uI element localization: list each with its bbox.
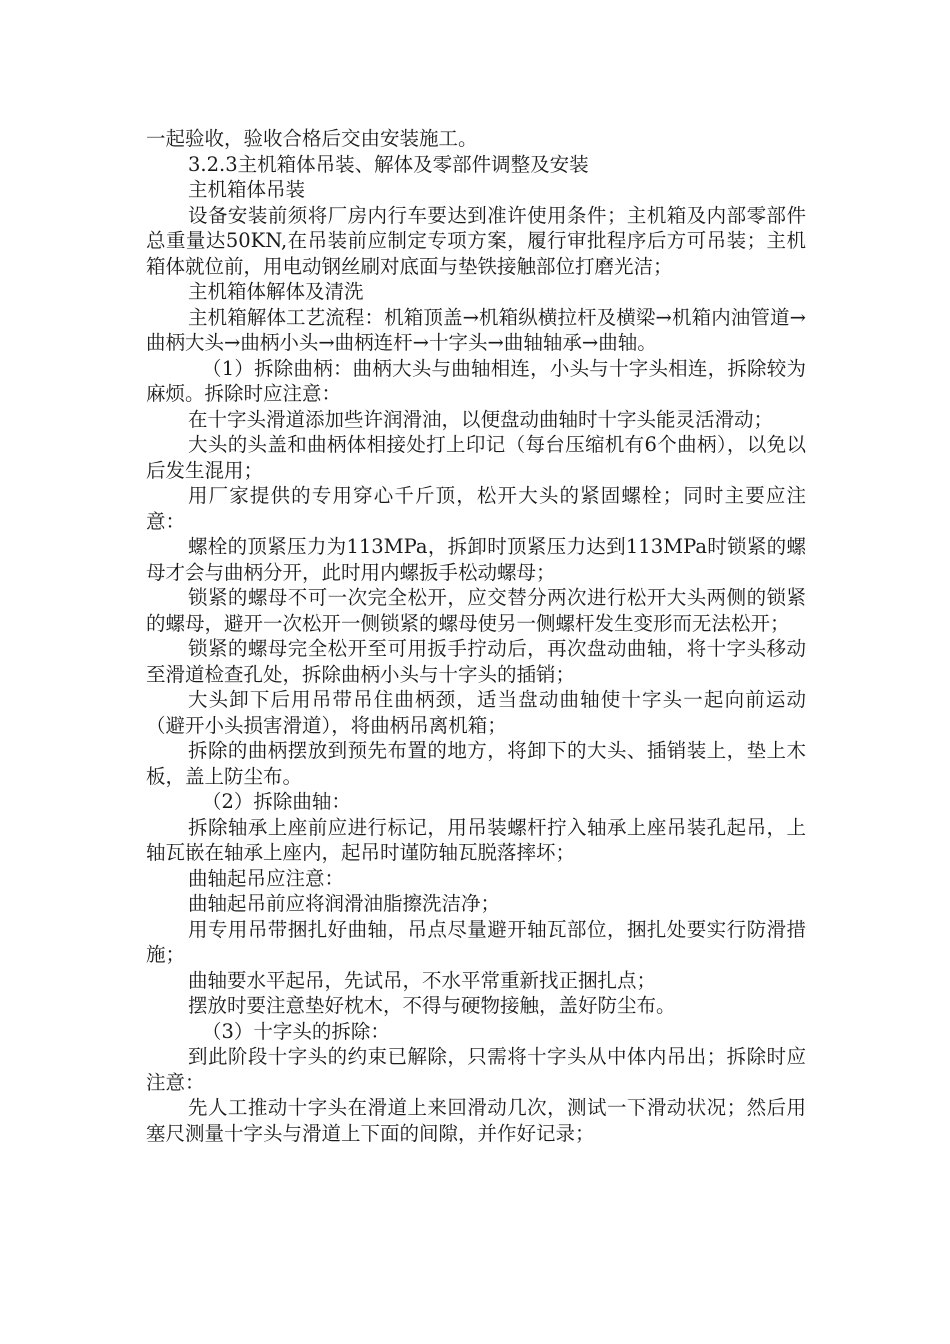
- subsection-heading: 主机箱体解体及清洗: [188, 280, 364, 303]
- paragraph: 拆除轴承上座前应进行标记，用吊装螺杆拧入轴承上座吊装孔起吊，上轴瓦嵌在轴承上座内，起吊时谨防轴瓦脱落摔坏；: [146, 815, 806, 864]
- paragraph: 主机箱解体工艺流程：机箱顶盖→机箱纵横拉杆及横梁→机箱内油管道→曲柄大头→曲柄小头→曲柄连杆→十字头→曲轴轴承→曲轴。: [146, 305, 806, 354]
- paragraph: 拆除的曲柄摆放到预先布置的地方，将卸下的大头、插销装上，垫上木板，盖上防尘布。: [146, 739, 806, 788]
- paragraph: 先人工推动十字头在滑道上来回滑动几次，测试一下滑动状况；然后用塞尺测量十字头与滑道上下面的间隙，并作好记录；: [146, 1096, 806, 1145]
- paragraph: 锁紧的螺母完全松开至可用扳手拧动后，再次盘动曲轴，将十字头移动至滑道检查孔处，拆除曲柄小头与十字头的插销；: [146, 637, 806, 686]
- paragraph: 曲轴起吊前应将润滑油脂擦洗洁净；: [188, 892, 501, 915]
- paragraph: 曲轴起吊应注意：: [188, 866, 345, 890]
- paragraph: 锁紧的螺母不可一次完全松开，应交替分两次进行松开大头两侧的锁紧的螺母，避开一次松开一侧锁紧的螺母使另一侧螺杆发生变形而无法松开；: [146, 586, 806, 635]
- numbered-item: （2）拆除曲轴：: [202, 790, 351, 813]
- paragraph: 螺栓的顶紧压力为113MPa，拆卸时顶紧压力达到113MPa时锁紧的螺母才会与曲柄分开，此时用内螺扳手松动螺母；: [146, 535, 806, 584]
- numbered-item: （3）十字头的拆除：: [202, 1019, 390, 1043]
- numbered-item: （1）拆除曲柄：曲柄大头与曲轴相连，小头与十字头相连，拆除较为麻烦。拆除时应注意：: [146, 356, 806, 405]
- paragraph: 一起验收，验收合格后交由安装施工。: [146, 127, 478, 150]
- paragraph: 曲轴要水平起吊，先试吊，不水平常重新找正捆扎点；: [188, 968, 657, 992]
- paragraph: 大头卸下后用吊带吊住曲柄颈，适当盘动曲轴使十字头一起向前运动（避开小头损害滑道），将曲柄吊离机箱；: [146, 688, 806, 737]
- paragraph: 用厂家提供的专用穿心千斤顶，松开大头的紧固螺栓；同时主要应注意：: [146, 484, 806, 533]
- paragraph: 摆放时要注意垫好枕木，不得与硬物接触，盖好防尘布。: [188, 994, 676, 1017]
- paragraph: 用专用吊带捆扎好曲轴，吊点尽量避开轴瓦部位，捆扎处要实行防滑措施；: [146, 917, 806, 966]
- paragraph: 设备安装前须将厂房内行车要达到准许使用条件；主机箱及内部零部件总重量达50KN,在吊装前应制定专项方案，履行审批程序后方可吊装；主机箱体就位前，用电动钢丝刷对底面与垫铁接触部位打磨光洁；: [146, 203, 806, 278]
- section-heading: 3.2.3主机箱体吊装、解体及零部件调整及安装: [188, 152, 589, 176]
- paragraph: 在十字头滑道添加些许润滑油，以便盘动曲轴时十字头能灵活滑动；: [188, 407, 774, 431]
- subsection-heading: 主机箱体吊装: [188, 178, 306, 201]
- paragraph: 大头的头盖和曲柄体相接处打上印记（每台压缩机有6个曲柄），以免以后发生混用；: [146, 433, 806, 482]
- document-body: [146, 126, 806, 1146]
- paragraph: 到此阶段十字头的约束已解除，只需将十字头从中体内吊出；拆除时应注意：: [146, 1045, 806, 1094]
